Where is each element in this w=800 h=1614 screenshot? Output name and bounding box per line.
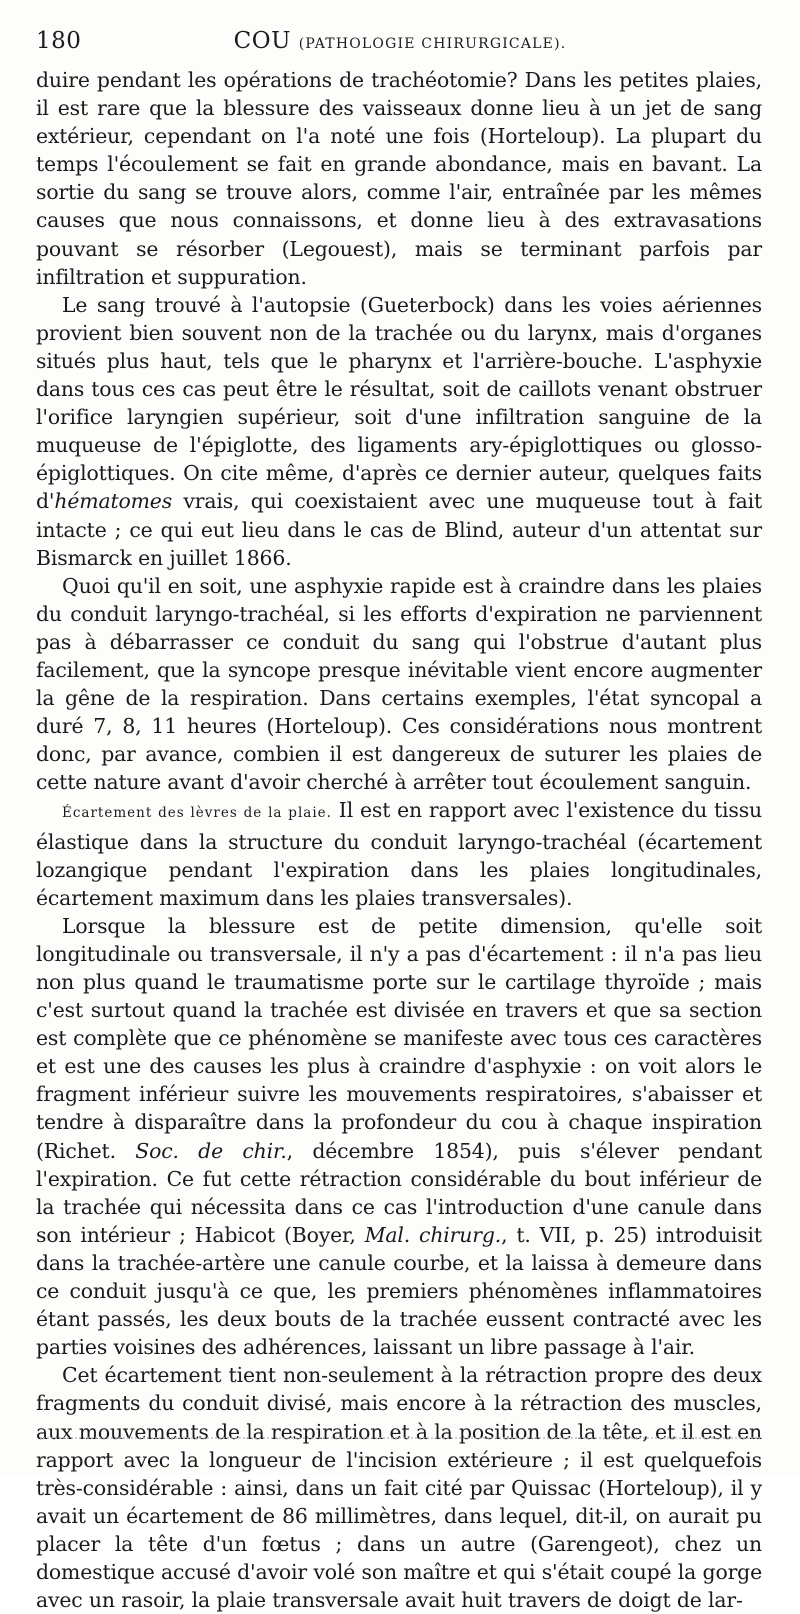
- running-title-sub: (PATHOLOGIE CHIRURGICALE).: [298, 36, 567, 52]
- running-head: [36, 28, 764, 58]
- paragraph-5: [36, 912, 762, 1362]
- paragraph-5-citation-1: Soc. de chir.: [135, 1138, 287, 1163]
- paragraph-2-part-a: Le sang trouvé à l'autopsie (Gueterbock) dans les voies aériennes provient bien souvent non de la trachée ou du larynx, mais d'organes situés plus haut, tels que le pharynx et l'arrière-bouche. L'asphyxie dans tous ces cas peut être le résultat, soit de caillots venant obstruer l'orifice laryngien supérieur, soit d'une infiltration sanguine de la muqueuse de l'épiglotte, des ligaments ary-épiglottiques ou glosso-épiglottiques. On cite même, d'après ce dernier auteur, quelques faits d': [36, 292, 762, 514]
- paragraph-5-part-c: , t. VII, p. 25) introduisit dans la trachée-artère une canule courbe, et la laissa à demeure dans ce conduit jusqu'à ce que, les premiers phénomènes inflammatoires étant passés, les deux bouts de la trachée eussent contracté avec les parties voisines des adhérences, laissant un libre passage à l'air.: [36, 1222, 762, 1360]
- paragraph-2-emphasis: hématomes: [54, 489, 173, 514]
- running-title-main: COU: [233, 28, 291, 54]
- paragraph-2-part-b: vrais, qui coexistaient avec une muqueuse tout à fait intacte ; ce qui eut lieu dans le cas de Blind, auteur d'un attentat sur Bismarck en juillet 1866.: [36, 489, 762, 570]
- paragraph-2: [36, 291, 762, 572]
- paragraph-5-part-a: Lorsque la blessure est de petite dimension, qu'elle soit longitudinale ou transversale, il n'y a pas d'écartement : il n'a pas lieu non plus quand le traumatisme porte sur le cartilage thyroïde ; mais c'est surtout quand la trachée est divisée en travers et que sa section est complète que ce phénomène se manifeste avec tous ces caractères et est une des causes les plus à craindre d'asphyxie : on voit alors le fragment inférieur suivre les mouvements respiratoires, s'abaisser et tendre à disparaître dans la profondeur du cou à chaque inspiration (Richet.: [36, 913, 762, 1163]
- paragraph-5-part-b: , décembre 1854), puis s'élever pendant l'expiration. Ce fut cette rétraction considérable du bout inférieur de la trachée qui nécessita dans ce cas l'introduction d'une canule dans son intérieur ; Habicot (Boyer,: [36, 1138, 762, 1247]
- body-text: [36, 66, 762, 1614]
- paragraph-1: duire pendant les opérations de trachéotomie? Dans les petites plaies, il est rare que la blessure des vaisseaux donne lieu à un jet de sang extérieur, cependant on l'a noté une fois (Horteloup). La plupart du temps l'écoulement se fait en grande abondance, mais en bavant. La sortie du sang se trouve alors, comme l'air, entraînée par les mêmes causes que nous connaissons, et donne lieu à des extravasations pouvant se résorber (Legouest), mais se terminant parfois par infiltration et suppuration.: [36, 68, 762, 289]
- running-title: [36, 28, 764, 54]
- bottom-print-rule: [40, 1437, 760, 1439]
- paragraph-4-text: Il est en rapport avec l'existence du tissu élastique dans la structure du conduit laryngo-trachéal (écartement lozangique pendant l'expiration dans les plaies longitudinales, écartement maximum dans les plaies transversales).: [36, 798, 762, 910]
- paragraph-4: [36, 796, 762, 911]
- paragraph-3: Quoi qu'il en soit, une asphyxie rapide est à craindre dans les plaies du conduit laryngo-trachéal, si les efforts d'expiration ne parviennent pas à débarrasser ce conduit du sang qui l'obstrue d'autant plus facilement, que la syncope presque inévitable vient encore augmenter la gêne de la respiration. Dans certains exemples, l'état syncopal a duré 7, 8, 11 heures (Horteloup). Ces considérations nous montrent donc, par avance, combien il est dangereux de suturer les plaies de cette nature avant d'avoir cherché à arrêter tout écoulement sanguin.: [36, 573, 762, 795]
- paragraph-6: Cet écartement tient non-seulement à la rétraction propre des deux fragments du conduit divisé, mais encore à la rétraction des muscles, aux mouvements de la respiration et à la position de la tête, et il est en rapport avec la longueur de l'incision extérieure ; il est quelquefois très-considérable : ainsi, dans un fait cité par Quissac (Horteloup), il y avait un écartement de 86 millimètres, dans lequel, dit-il, on aurait pu placer la tête d'un fœtus ; dans un autre (Garengeot), chez un domestique accusé d'avoir volé son maître et qui s'était coupé la gorge avec un rasoir, la plaie transversale avait huit travers de doigt de lar-: [36, 1363, 762, 1613]
- section-heading: Écartement des lèvres de la plaie.: [62, 805, 332, 822]
- page-number: 180: [36, 28, 82, 54]
- paragraph-5-citation-2: Mal. chirurg.: [364, 1222, 502, 1247]
